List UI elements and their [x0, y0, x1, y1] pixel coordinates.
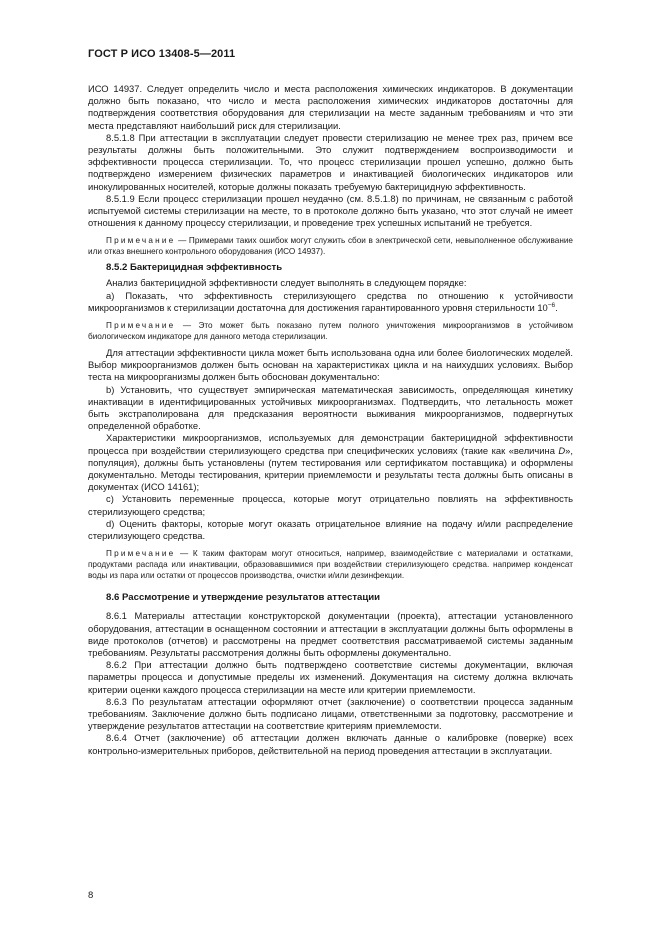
paragraph-8-6-1: 8.6.1 Материалы аттестации конструкторской документации (проекта), аттестации установленного оборудования, аттестации в оснащенном состоянии и аттестации в эксплуатации должны быть оформлены в виде протоколов (отчетов) и рассмотрены на предмет соответствия рассматриваемой системы заданным требованиям. Результаты рассмотрения должны быть оформлены документально. — [88, 610, 573, 658]
note-3 — [88, 548, 573, 581]
paragraph-item-d: d) Оценить факторы, которые могут оказать отрицательное влияние на подачу и/или распределение стерилизующего средства. — [88, 517, 573, 542]
note-text: — Это может быть показано путем полного уничтожения микроорганизмов в устойчивом биологическом индикаторе для данного метода стерилизации. — [88, 321, 573, 342]
paragraph-item-b: b) Установить, что существует эмпирическая математическая зависимость, определяющая кинетику инактивации в идентифицированных устойчивых микроорганизмах. Подтвердить, что летальность может быть экстраполирована для предсказания вероятности выживания микроорганизмов, подвергнутых определенной обработке. — [88, 383, 573, 432]
paragraph-8-6-4: 8.6.4 Отчет (заключение) об аттестации должен включать данные о калибровке (поверке) всех контрольно-измерительных приборов, действительной на период проведения аттестации в эксплуатации. — [88, 732, 573, 756]
note-text: — Примерами таких ошибок могут служить сбои в электрической сети, невыполненное обслуживание или отказ внешнего контрольного оборудования (ИСО 14937). — [88, 236, 573, 257]
paragraph-microorganism-characteristics — [88, 432, 573, 493]
paragraph-8-5-1-9: 8.5.1.9 Если процесс стерилизации прошел неудачно (см. 8.5.1.8) по причинам, не связанным с работой испытуемой системы стерилизации на месте, то в протоколе должно быть указано, что этот случай не имеет отношения к данному процессу стерилизации, и проведение трех успешных испытаний не требуется. — [88, 192, 573, 229]
characteristics-text-1: Характеристики микроорганизмов, используемых для демонстрации бактерицидной эффективности процесса при воздействии стерилизующего средства при специфических условиях (такие как «величина — [88, 432, 573, 456]
paragraph-8-6-2: 8.6.2 При аттестации должно быть подтверждено соответствие системы документации, включая параметры процесса и допустимые пределы их изменений. Документация на систему должна включать критерии оценки каждого процесса стерилизации на месте или критерии приемлемости. — [88, 659, 573, 695]
note-label: Примечание — [106, 236, 176, 246]
paragraph-iso14937-continuation: ИСО 14937. Следует определить число и места расположения химических индикаторов. В документации должно быть показано, что число и места расположения химических индикаторов достаточны для подтверждения соответствия оборудования для стерилизации на месте заданным требованиям и что эти места представляют наибольший риск для стерилизации. — [88, 83, 573, 131]
note-label: Примечание — [106, 321, 176, 331]
section-heading-8-6: 8.6 Рассмотрение и утверждение результатов аттестации — [106, 592, 381, 604]
note-text: — К таким факторам могут относиться, например, взаимодействие с материалами и остатками, продуктами распада или инактивации, образовавшимися при воздействии стерилизующего средства. например конденсат воды из пара или остатки от процессов производства, очистки и/или дезинфекции. — [88, 549, 573, 581]
document-header: ГОСТ Р ИСО 13408-5—2011 — [88, 48, 236, 60]
note-label: Примечание — [106, 549, 176, 559]
characteristics-text-2: », популяция), должны быть установлены (путем тестирования или сертификатом поставщика) и оформлены документально. Методы тестирования, критерии приемлемости и результаты теста должны быть описаны в документах (ИСО 14161); — [88, 444, 573, 493]
item-a-text: a) Показать, что эффективность стерилизующего средства по отношению к устойчивости микроорганизмов к стерилизации достаточна для достижения гарантированного уровня стерильности 10 — [88, 289, 573, 313]
paragraph-item-c: c) Установить переменные процесса, которые могут отрицательно повлиять на эффективность стерилизующего средства; — [88, 493, 573, 517]
paragraph-biological-models: Для аттестации эффективности цикла может быть использована одна или более биологических моделей. Выбор микроорганизмов должен быть основан на характеристиках цикла и на наихудших условиях. Выбор теста на микроорганизмы должен быть обоснован документально: — [88, 347, 573, 383]
note-1 — [88, 235, 573, 257]
d-value-symbol: D — [558, 444, 566, 456]
item-a-exponent: −6 — [547, 301, 556, 309]
page-number: 8 — [88, 890, 94, 901]
note-2 — [88, 320, 573, 342]
section-heading-8-5-2: 8.5.2 Бактерицидная эффективность — [106, 262, 283, 274]
paragraph-8-5-1-8: 8.5.1.8 При аттестации в эксплуатации следует провести стерилизацию не менее трех раз, причем все результаты должны быть положительными. Это служит подтверждением воспроизводимости и эффективности процесса стерилизации. То, что процесс стерилизации прошел успешно, должно быть подтверждено измерением физических параметров и инактивацией биологических индикаторов или инокулированных носителей, которые должны показать требуемую бактерицидную эффективность. — [88, 131, 573, 192]
document-page — [88, 48, 573, 757]
paragraph-item-a — [88, 290, 573, 314]
item-a-end: . — [555, 301, 558, 313]
paragraph-analysis-order: Анализ бактерицидной эффективности следует выполнять в следующем порядке: — [106, 277, 467, 289]
paragraph-8-6-3: 8.6.3 По результатам аттестации оформляют отчет (заключение) о соответствии процесса заданным требованиям. Заключение должно быть подписано лицами, ответственными за подготовку, рассмотрение и утверждение результатов аттестации на соответствие критериям приемлемости. — [88, 695, 573, 732]
